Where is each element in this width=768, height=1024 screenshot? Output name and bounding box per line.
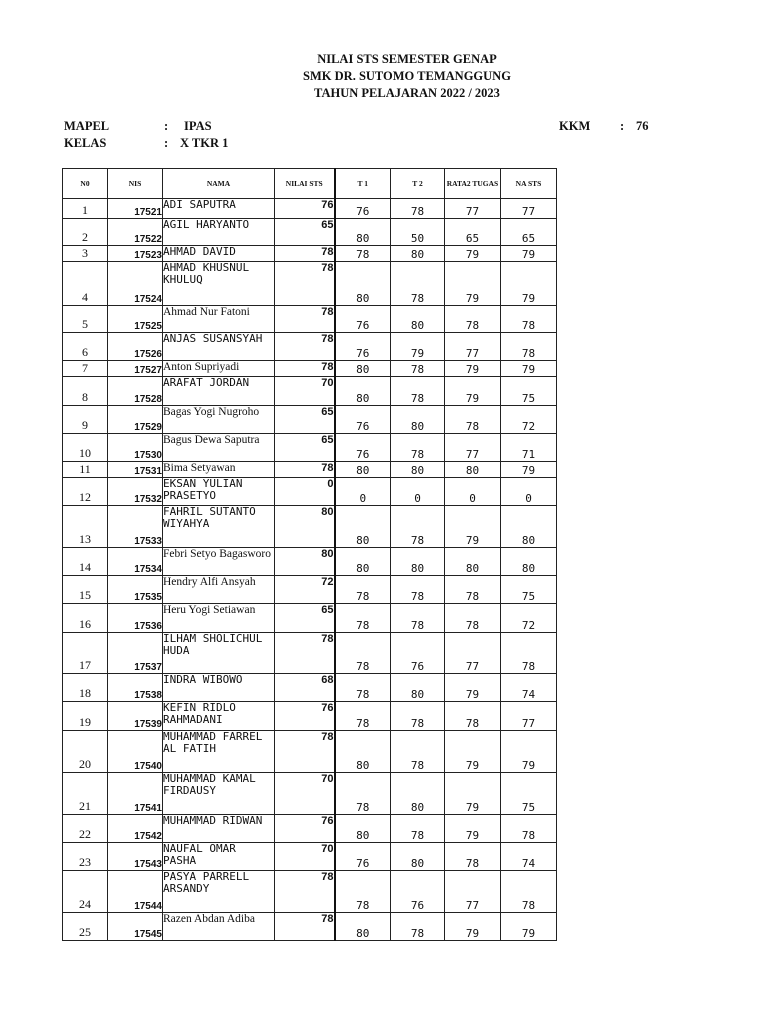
row-name: Bima Setyawan (163, 462, 275, 478)
row-name: ADI SAPUTRA (163, 199, 275, 219)
row-nis: 17542 (108, 815, 163, 843)
row-nis: 17541 (108, 773, 163, 815)
row-t2: 80 (391, 843, 445, 871)
row-nis: 17545 (108, 913, 163, 941)
row-t2: 80 (391, 674, 445, 702)
row-rata2-tugas: 78 (445, 576, 501, 604)
kelas-label: KELAS (64, 136, 107, 150)
row-rata2-tugas: 79 (445, 731, 501, 773)
row-na-sts: 77 (501, 199, 557, 219)
row-nilai-sts: 65 (275, 219, 335, 246)
row-rata2-tugas: 78 (445, 406, 501, 434)
row-name: Anton Supriyadi (163, 361, 275, 377)
row-rata2-tugas: 65 (445, 219, 501, 246)
row-t1: 76 (335, 434, 391, 462)
row-t1: 78 (335, 633, 391, 674)
row-name: AHMAD KHUSNUL KHULUQ (163, 262, 275, 306)
row-na-sts: 74 (501, 674, 557, 702)
row-na-sts: 75 (501, 773, 557, 815)
row-t2: 76 (391, 633, 445, 674)
row-na-sts: 79 (501, 731, 557, 773)
row-nilai-sts: 76 (275, 702, 335, 731)
row-number: 8 (63, 377, 108, 406)
row-t2: 78 (391, 361, 445, 377)
table-row (63, 548, 557, 576)
row-t1: 80 (335, 548, 391, 576)
row-t2: 80 (391, 406, 445, 434)
row-number: 19 (63, 702, 108, 731)
row-nilai-sts: 65 (275, 434, 335, 462)
row-number: 22 (63, 815, 108, 843)
row-t1: 78 (335, 674, 391, 702)
row-na-sts: 79 (501, 913, 557, 941)
row-t2: 78 (391, 506, 445, 548)
row-number: 24 (63, 871, 108, 913)
row-rata2-tugas: 79 (445, 246, 501, 262)
row-t2: 0 (391, 478, 445, 506)
row-na-sts: 75 (501, 377, 557, 406)
table-row (63, 199, 557, 219)
row-t2: 78 (391, 576, 445, 604)
row-t2: 80 (391, 462, 445, 478)
table-row (63, 262, 557, 306)
column-header-nis: NIS (108, 169, 163, 199)
row-t2: 80 (391, 246, 445, 262)
row-nis: 17532 (108, 478, 163, 506)
row-rata2-tugas: 77 (445, 871, 501, 913)
row-na-sts: 80 (501, 506, 557, 548)
row-number: 5 (63, 306, 108, 333)
mapel-label: MAPEL (64, 119, 110, 133)
row-name: Bagus Dewa Saputra (163, 434, 275, 462)
row-nis: 17534 (108, 548, 163, 576)
row-t2: 78 (391, 702, 445, 731)
row-number: 21 (63, 773, 108, 815)
row-nis: 17536 (108, 604, 163, 633)
row-rata2-tugas: 78 (445, 702, 501, 731)
row-t2: 80 (391, 548, 445, 576)
row-t1: 80 (335, 913, 391, 941)
row-rata2-tugas: 79 (445, 815, 501, 843)
row-t1: 76 (335, 406, 391, 434)
row-name: PASYA PARRELL ARSANDY (163, 871, 275, 913)
row-nis: 17535 (108, 576, 163, 604)
row-nis: 17526 (108, 333, 163, 361)
row-number: 12 (63, 478, 108, 506)
title-line-3: TAHUN PELAJARAN 2022 / 2023 (314, 86, 500, 100)
row-number: 25 (63, 913, 108, 941)
row-rata2-tugas: 78 (445, 604, 501, 633)
row-nis: 17543 (108, 843, 163, 871)
row-t2: 78 (391, 731, 445, 773)
table-row (63, 633, 557, 674)
row-t2: 76 (391, 871, 445, 913)
table-row (63, 434, 557, 462)
column-header-na-sts: NA STS (501, 169, 557, 199)
row-rata2-tugas: 79 (445, 913, 501, 941)
row-t1: 78 (335, 702, 391, 731)
table-header-row (63, 169, 557, 199)
row-name: Hendry Alfi Ansyah (163, 576, 275, 604)
row-rata2-tugas: 77 (445, 333, 501, 361)
row-t1: 76 (335, 843, 391, 871)
row-name: FAHRIL SUTANTO WIYAHYA (163, 506, 275, 548)
row-number: 3 (63, 246, 108, 262)
row-nilai-sts: 76 (275, 815, 335, 843)
row-nilai-sts: 78 (275, 361, 335, 377)
row-number: 7 (63, 361, 108, 377)
row-nilai-sts: 68 (275, 674, 335, 702)
table-row (63, 871, 557, 913)
row-nis: 17540 (108, 731, 163, 773)
row-na-sts: 78 (501, 333, 557, 361)
row-name: MUHAMMAD FARREL AL FATIH (163, 731, 275, 773)
row-nilai-sts: 78 (275, 913, 335, 941)
row-t1: 76 (335, 333, 391, 361)
row-nilai-sts: 78 (275, 333, 335, 361)
row-na-sts: 79 (501, 246, 557, 262)
row-nis: 17527 (108, 361, 163, 377)
kkm-label: KKM (559, 119, 591, 133)
column-header-no: N0 (63, 169, 108, 199)
table-row (63, 773, 557, 815)
row-number: 2 (63, 219, 108, 246)
row-nilai-sts: 70 (275, 773, 335, 815)
row-name: INDRA WIBOWO (163, 674, 275, 702)
row-na-sts: 78 (501, 306, 557, 333)
table-row (63, 306, 557, 333)
row-t1: 78 (335, 773, 391, 815)
row-na-sts: 72 (501, 604, 557, 633)
row-na-sts: 78 (501, 633, 557, 674)
row-nilai-sts: 72 (275, 576, 335, 604)
row-nis: 17539 (108, 702, 163, 731)
row-na-sts: 78 (501, 815, 557, 843)
row-number: 6 (63, 333, 108, 361)
row-name: AHMAD DAVID (163, 246, 275, 262)
row-t1: 80 (335, 815, 391, 843)
row-nilai-sts: 78 (275, 633, 335, 674)
row-t2: 78 (391, 604, 445, 633)
row-t2: 78 (391, 913, 445, 941)
row-rata2-tugas: 80 (445, 462, 501, 478)
row-t1: 80 (335, 262, 391, 306)
table-row (63, 913, 557, 941)
row-number: 13 (63, 506, 108, 548)
row-nis: 17530 (108, 434, 163, 462)
row-t2: 78 (391, 815, 445, 843)
row-nilai-sts: 78 (275, 306, 335, 333)
row-t1: 80 (335, 377, 391, 406)
row-rata2-tugas: 78 (445, 843, 501, 871)
row-rata2-tugas: 79 (445, 506, 501, 548)
row-na-sts: 80 (501, 548, 557, 576)
row-na-sts: 75 (501, 576, 557, 604)
row-name: Febri Setyo Bagasworo (163, 548, 275, 576)
row-name: Ahmad Nur Fatoni (163, 306, 275, 333)
row-name: Heru Yogi Setiawan (163, 604, 275, 633)
row-nis: 17544 (108, 871, 163, 913)
row-t1: 78 (335, 604, 391, 633)
row-name: ILHAM SHOLICHUL HUDA (163, 633, 275, 674)
table-row (63, 576, 557, 604)
row-t2: 80 (391, 773, 445, 815)
row-name: KEFIN RIDLO RAHMADANI (163, 702, 275, 731)
row-number: 11 (63, 462, 108, 478)
mapel-value: IPAS (184, 119, 212, 133)
row-t1: 78 (335, 246, 391, 262)
row-na-sts: 79 (501, 361, 557, 377)
row-rata2-tugas: 77 (445, 633, 501, 674)
row-name: NAUFAL OMAR PASHA (163, 843, 275, 871)
table-row (63, 674, 557, 702)
row-na-sts: 78 (501, 871, 557, 913)
row-rata2-tugas: 79 (445, 262, 501, 306)
row-nis: 17528 (108, 377, 163, 406)
row-name: ARAFAT JORDAN (163, 377, 275, 406)
row-t2: 80 (391, 306, 445, 333)
kelas-value: X TKR 1 (180, 136, 229, 150)
row-t2: 50 (391, 219, 445, 246)
row-number: 9 (63, 406, 108, 434)
table-row (63, 333, 557, 361)
row-rata2-tugas: 79 (445, 674, 501, 702)
table-row (63, 361, 557, 377)
row-number: 14 (63, 548, 108, 576)
row-nis: 17537 (108, 633, 163, 674)
row-nilai-sts: 76 (275, 199, 335, 219)
row-t1: 80 (335, 506, 391, 548)
row-nilai-sts: 78 (275, 731, 335, 773)
row-t2: 79 (391, 333, 445, 361)
row-number: 18 (63, 674, 108, 702)
row-t2: 78 (391, 377, 445, 406)
row-na-sts: 72 (501, 406, 557, 434)
row-number: 20 (63, 731, 108, 773)
row-t1: 76 (335, 306, 391, 333)
row-t1: 80 (335, 219, 391, 246)
table-row (63, 219, 557, 246)
row-nilai-sts: 70 (275, 843, 335, 871)
row-nilai-sts: 80 (275, 506, 335, 548)
row-name: EKSAN YULIAN PRASETYO (163, 478, 275, 506)
row-nis: 17529 (108, 406, 163, 434)
row-na-sts: 0 (501, 478, 557, 506)
row-t1: 80 (335, 462, 391, 478)
row-t2: 78 (391, 434, 445, 462)
row-nilai-sts: 65 (275, 604, 335, 633)
row-na-sts: 79 (501, 462, 557, 478)
table-row (63, 377, 557, 406)
row-nilai-sts: 78 (275, 462, 335, 478)
row-t1: 76 (335, 199, 391, 219)
row-number: 16 (63, 604, 108, 633)
title-line-1: NILAI STS SEMESTER GENAP (317, 52, 497, 66)
row-rata2-tugas: 79 (445, 361, 501, 377)
row-nis: 17533 (108, 506, 163, 548)
row-rata2-tugas: 77 (445, 434, 501, 462)
row-nis: 17531 (108, 462, 163, 478)
table-row (63, 406, 557, 434)
column-header-t1: T 1 (335, 169, 391, 199)
row-rata2-tugas: 79 (445, 773, 501, 815)
column-header-rata2-tugas: RATA2 TUGAS (445, 169, 501, 199)
row-nilai-sts: 65 (275, 406, 335, 434)
row-rata2-tugas: 77 (445, 199, 501, 219)
kkm-separator: : (620, 119, 625, 133)
row-rata2-tugas: 78 (445, 306, 501, 333)
row-number: 4 (63, 262, 108, 306)
table-row (63, 506, 557, 548)
row-t2: 78 (391, 262, 445, 306)
row-nilai-sts: 78 (275, 871, 335, 913)
row-na-sts: 71 (501, 434, 557, 462)
row-rata2-tugas: 80 (445, 548, 501, 576)
row-nis: 17525 (108, 306, 163, 333)
row-name: Bagas Yogi Nugroho (163, 406, 275, 434)
row-na-sts: 74 (501, 843, 557, 871)
row-number: 1 (63, 199, 108, 219)
row-t2: 78 (391, 199, 445, 219)
row-nis: 17524 (108, 262, 163, 306)
row-number: 17 (63, 633, 108, 674)
table-row (63, 702, 557, 731)
table-row (63, 478, 557, 506)
row-t1: 80 (335, 361, 391, 377)
row-nis: 17522 (108, 219, 163, 246)
table-row (63, 604, 557, 633)
row-number: 10 (63, 434, 108, 462)
row-nilai-sts: 0 (275, 478, 335, 506)
row-name: ANJAS SUSANSYAH (163, 333, 275, 361)
row-name: MUHAMMAD RIDWAN (163, 815, 275, 843)
title-line-2: SMK DR. SUTOMO TEMANGGUNG (303, 69, 511, 83)
row-nilai-sts: 70 (275, 377, 335, 406)
row-number: 23 (63, 843, 108, 871)
column-header-nama: NAMA (163, 169, 275, 199)
row-nilai-sts: 80 (275, 548, 335, 576)
kelas-separator: : (164, 136, 169, 150)
kkm-value: 76 (636, 119, 649, 133)
row-nis: 17523 (108, 246, 163, 262)
grades-table (62, 168, 557, 941)
row-rata2-tugas: 0 (445, 478, 501, 506)
table-row (63, 843, 557, 871)
row-t1: 80 (335, 731, 391, 773)
row-nis: 17538 (108, 674, 163, 702)
row-rata2-tugas: 79 (445, 377, 501, 406)
row-t1: 78 (335, 871, 391, 913)
row-number: 15 (63, 576, 108, 604)
row-name: Razen Abdan Adiba (163, 913, 275, 941)
row-t1: 0 (335, 478, 391, 506)
row-t1: 78 (335, 576, 391, 604)
row-nilai-sts: 78 (275, 262, 335, 306)
mapel-separator: : (164, 119, 169, 133)
row-name: AGIL HARYANTO (163, 219, 275, 246)
row-name: MUHAMMAD KAMAL FIRDAUSY (163, 773, 275, 815)
table-row (63, 731, 557, 773)
row-na-sts: 65 (501, 219, 557, 246)
row-nilai-sts: 78 (275, 246, 335, 262)
table-row (63, 815, 557, 843)
column-header-t2: T 2 (391, 169, 445, 199)
row-na-sts: 79 (501, 262, 557, 306)
column-header-nilai-sts: NILAI STS (275, 169, 335, 199)
row-nis: 17521 (108, 199, 163, 219)
table-row (63, 462, 557, 478)
table-row (63, 246, 557, 262)
row-na-sts: 77 (501, 702, 557, 731)
